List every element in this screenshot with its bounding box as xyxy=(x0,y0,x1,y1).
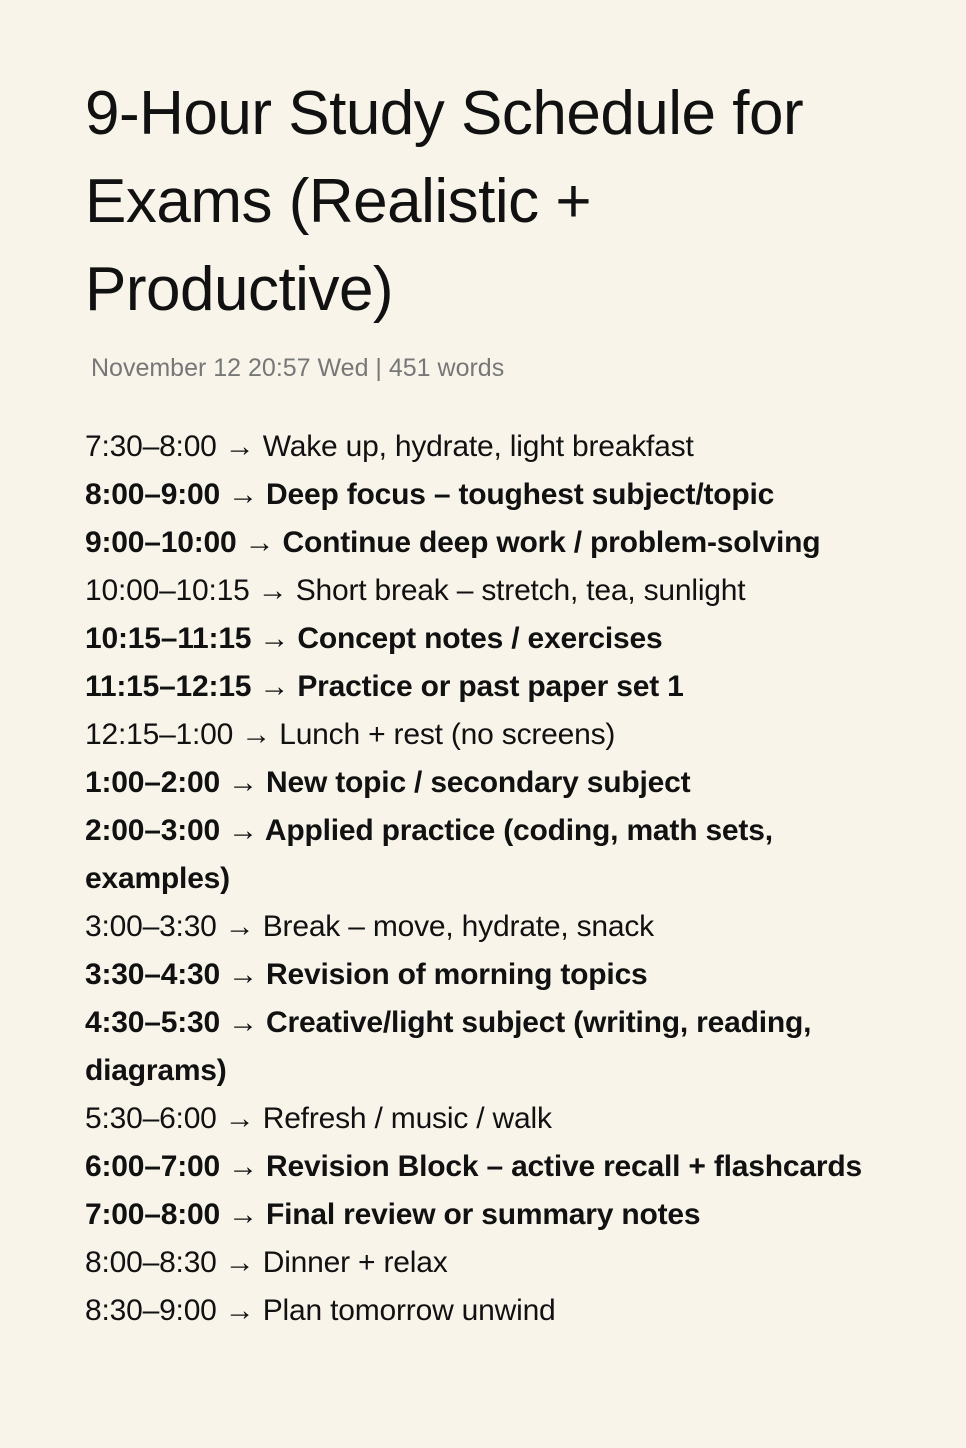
schedule-item: 4:30–5:30 → Creative/light subject (writing, reading, diagrams) xyxy=(85,1006,812,1087)
schedule-item: 7:30–8:00 → Wake up, hydrate, light breakfast xyxy=(85,430,694,463)
schedule-item: 1:00–2:00 → New topic / secondary subject xyxy=(85,766,691,799)
schedule-list xyxy=(85,423,905,1335)
schedule-item: 7:00–8:00 → Final review or summary notes xyxy=(85,1198,701,1231)
schedule-item: 8:30–9:00 → Plan tomorrow unwind xyxy=(85,1294,556,1327)
schedule-item: 2:00–3:00 → Applied practice (coding, math sets, examples) xyxy=(85,814,773,895)
schedule-item: 3:30–4:30 → Revision of morning topics xyxy=(85,958,648,991)
schedule-item: 5:30–6:00 → Refresh / music / walk xyxy=(85,1102,552,1135)
schedule-item: 12:15–1:00 → Lunch + rest (no screens) xyxy=(85,718,616,751)
schedule-item: 9:00–10:00 → Continue deep work / problem-solving xyxy=(85,526,821,559)
schedule-item: 10:00–10:15 → Short break – stretch, tea, sunlight xyxy=(85,574,746,607)
schedule-item: 10:15–11:15 → Concept notes / exercises xyxy=(85,622,663,655)
page-title: 9-Hour Study Schedule for Exams (Realistic + Productive) xyxy=(85,79,804,324)
schedule-item: 6:00–7:00 → Revision Block – active recall + flashcards xyxy=(85,1150,862,1183)
schedule-item: 8:00–8:30 → Dinner + relax xyxy=(85,1246,448,1279)
schedule-item: 11:15–12:15 → Practice or past paper set 1 xyxy=(85,670,684,703)
note-meta: November 12 20:57 Wed | 451 words xyxy=(91,354,505,382)
schedule-item: 8:00–9:00 → Deep focus – toughest subject/topic xyxy=(85,478,775,511)
schedule-item: 3:00–3:30 → Break – move, hydrate, snack xyxy=(85,910,654,943)
